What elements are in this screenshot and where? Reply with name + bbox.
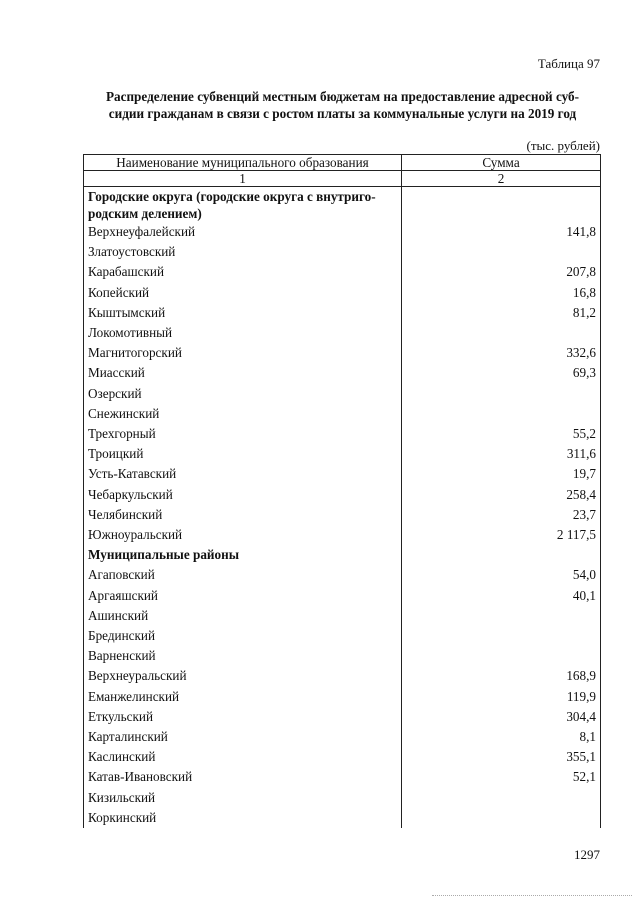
table-row: [84, 424, 601, 444]
subsidy-amount: 40,1: [402, 586, 601, 606]
municipality-name: Коркинский: [84, 808, 402, 828]
municipality-name: Еткульский: [84, 707, 402, 727]
table-row: [84, 586, 601, 606]
subsidy-amount: 23,7: [402, 505, 601, 525]
municipality-name: Агаповский: [84, 565, 402, 585]
municipality-name: Чебаркульский: [84, 485, 402, 505]
units-label: (тыс. рублей): [526, 138, 600, 153]
subsidy-amount: 69,3: [402, 363, 601, 383]
municipality-name: Миасский: [84, 363, 402, 383]
municipality-name: Златоустовский: [84, 242, 402, 262]
subsidy-amount: 55,2: [402, 424, 601, 444]
table-row: [84, 464, 601, 484]
municipality-name: Карабашский: [84, 262, 402, 282]
table-row: [84, 646, 601, 666]
subsidy-amount: 207,8: [402, 262, 601, 282]
table-row: [84, 687, 601, 707]
municipality-name: Копейский: [84, 283, 402, 303]
table-row: [84, 626, 601, 646]
document-title: Распределение субвенций местным бюджетам на предоставление адресной суб-сидии гражданам в связи с ростом платы за коммунальные услуги на 2019 год: [105, 89, 580, 121]
subsidy-amount: [402, 788, 601, 808]
subsidy-amount: [402, 626, 601, 646]
subsidy-table: [83, 154, 601, 828]
table-row: [84, 707, 601, 727]
table-row: [84, 788, 601, 808]
subsidy-amount: 119,9: [402, 687, 601, 707]
column-header-sum: Сумма: [402, 155, 601, 171]
municipality-name: Челябинский: [84, 505, 402, 525]
municipality-name: Варненский: [84, 646, 402, 666]
table-row: [84, 404, 601, 424]
municipality-name: Озерский: [84, 384, 402, 404]
subsidy-amount: [402, 808, 601, 828]
municipality-name: Магнитогорский: [84, 343, 402, 363]
table-row: [84, 565, 601, 585]
municipality-name: Каслинский: [84, 747, 402, 767]
municipality-name: Троицкий: [84, 444, 402, 464]
table-row: [84, 444, 601, 464]
table-row: [84, 666, 601, 686]
table-row: [84, 262, 601, 282]
subsidy-amount: [402, 242, 601, 262]
municipality-name: Аргаяшский: [84, 586, 402, 606]
subsidy-amount: 258,4: [402, 485, 601, 505]
table-row: [84, 222, 601, 242]
footer-divider: [432, 895, 632, 896]
subsidy-amount: 332,6: [402, 343, 601, 363]
page-number: 1297: [574, 847, 600, 862]
municipality-name: Катав-Ивановский: [84, 767, 402, 787]
municipality-name: Усть-Катавский: [84, 464, 402, 484]
municipality-name: Городские округа (городские округа с внутриго-родским делением): [84, 187, 402, 223]
subsidy-amount: 54,0: [402, 565, 601, 585]
subsidy-amount: 304,4: [402, 707, 601, 727]
municipality-name: Верхнеуфалейский: [84, 222, 402, 242]
column-number-2: 2: [402, 171, 601, 187]
table-body: [84, 187, 601, 829]
table-row: [84, 363, 601, 383]
table-row: [84, 505, 601, 525]
subsidy-amount: 19,7: [402, 464, 601, 484]
municipality-name: Карталинский: [84, 727, 402, 747]
subsidy-amount: 355,1: [402, 747, 601, 767]
subsidy-amount: [402, 646, 601, 666]
subsidy-amount: [402, 545, 601, 565]
table-row: [84, 606, 601, 626]
table-row: [84, 343, 601, 363]
municipality-name: Трехгорный: [84, 424, 402, 444]
subsidy-amount: 52,1: [402, 767, 601, 787]
municipality-name: Верхнеуральский: [84, 666, 402, 686]
table-row: [84, 727, 601, 747]
subsidy-amount: 141,8: [402, 222, 601, 242]
table-row: [84, 323, 601, 343]
subsidy-amount: 168,9: [402, 666, 601, 686]
table-row: [84, 242, 601, 262]
municipality-name: Кизильский: [84, 788, 402, 808]
subsidy-amount: 16,8: [402, 283, 601, 303]
subsidy-amount: [402, 384, 601, 404]
table-row: [84, 485, 601, 505]
municipality-name: Муниципальные районы: [84, 545, 402, 565]
subsidy-amount: 81,2: [402, 303, 601, 323]
table-number: Таблица 97: [537, 56, 600, 71]
subsidy-amount: 311,6: [402, 444, 601, 464]
table-row: [84, 747, 601, 767]
municipality-name: Брединский: [84, 626, 402, 646]
subsidy-amount: [402, 404, 601, 424]
municipality-name: Еманжелинский: [84, 687, 402, 707]
municipality-name: Южноуральский: [84, 525, 402, 545]
table-group-row: [84, 545, 601, 565]
table-row: [84, 525, 601, 545]
table-row: [84, 303, 601, 323]
subsidy-amount: [402, 606, 601, 626]
subsidy-amount: 8,1: [402, 727, 601, 747]
municipality-name: Снежинский: [84, 404, 402, 424]
municipality-name: Кыштымский: [84, 303, 402, 323]
municipality-name: Локомотивный: [84, 323, 402, 343]
subsidy-amount: [402, 187, 601, 223]
table-group-row: [84, 187, 601, 223]
subsidy-amount: 2 117,5: [402, 525, 601, 545]
subsidy-amount: [402, 323, 601, 343]
column-number-1: 1: [84, 171, 402, 187]
table-row: [84, 283, 601, 303]
table-row: [84, 384, 601, 404]
column-header-name: Наименование муниципального образования: [84, 155, 402, 171]
table-row: [84, 808, 601, 828]
municipality-name: Ашинский: [84, 606, 402, 626]
table-row: [84, 767, 601, 787]
